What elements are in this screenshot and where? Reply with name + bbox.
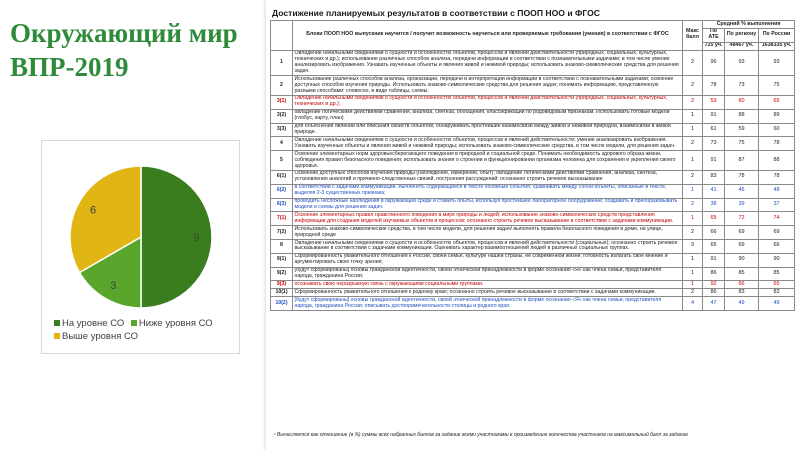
row-region-percent: 46	[725, 184, 759, 198]
row-code: 3(2)	[271, 109, 293, 123]
row-max-score: 2	[683, 95, 703, 109]
legend-label: Выше уровня СО	[62, 331, 139, 342]
row-max-score: 2	[683, 137, 703, 151]
row-russia-percent: 78	[759, 170, 795, 184]
table-row	[271, 151, 795, 171]
row-ate-percent: 91	[703, 253, 725, 267]
row-code: 10(2)	[271, 297, 293, 311]
row-description: Использовать знаково-символические средства, в том числе модели, для решения задач/ выполнять правила безопасного поведения в доме, на улице, природной среде	[293, 226, 683, 240]
table-row	[271, 95, 795, 109]
row-region-percent: 87	[725, 151, 759, 171]
row-ate-percent: 91	[703, 151, 725, 171]
table-row	[271, 123, 795, 137]
row-description: Сформированность уважительного отношения к родному краю; осознанно строить речевое высказывание в соответствии с задачами коммуникации.	[293, 289, 683, 297]
row-code: 3(3)	[271, 123, 293, 137]
count-russia: 1638335 уч.	[759, 42, 795, 50]
row-max-score: 1	[683, 212, 703, 226]
row-description: [будут сформированы] основы гражданской идентичности, своей этнической принадлежности в форме осознания «Я» как члена семьи, представителя народа, гражданина России; описывать достопримечательности столицы и родного края.	[293, 297, 683, 311]
row-ate-percent: 65	[703, 212, 725, 226]
pie-chart	[41, 140, 240, 354]
table-row	[271, 170, 795, 184]
row-code: 6(3)	[271, 198, 293, 212]
row-max-score: 1	[683, 123, 703, 137]
footnote: ¹ Вычисляется как отношение (в %) суммы всех набранных баллов за задание всеми участниками к произведению количества участников на максимальный балл за задание	[274, 432, 689, 438]
row-ate-percent: 53	[703, 95, 725, 109]
row-russia-percent: 85	[759, 267, 795, 281]
legend-label: На уровне СО	[62, 318, 125, 329]
table-row	[271, 240, 795, 254]
row-description: Освоение доступных способов изучения природы (наблюдение, измерение, опыт); овладение логическими действиями сравнения, анализа, синтеза, установления аналогий и причинно-следственных связей, построения рассуждений; осознанно строить речевое высказывание	[293, 170, 683, 184]
table-body	[271, 50, 795, 310]
row-region-percent: 90	[725, 253, 759, 267]
row-region-percent: 49	[725, 297, 759, 311]
row-ate-percent: 65	[703, 240, 725, 254]
header-ate: По АТЕ	[703, 28, 725, 42]
row-russia-percent: 48	[759, 184, 795, 198]
row-region-percent: 69	[725, 240, 759, 254]
row-russia-percent: 74	[759, 212, 795, 226]
legend-label: Ниже уровня СО	[138, 318, 213, 329]
slide-title: Окружающий мир	[10, 18, 238, 48]
document-title: Достижение планируемых результатов в соответствии с ПООП НОО и ФГОС	[272, 8, 601, 18]
slide-subtitle: ВПР-2019	[10, 52, 129, 82]
row-ate-percent: 38	[703, 198, 725, 212]
row-region-percent: 39	[725, 198, 759, 212]
header-max-score: Макс балл	[683, 21, 703, 51]
row-russia-percent: 75	[759, 76, 795, 96]
pie-chart-svg	[42, 141, 241, 316]
row-max-score: 2	[683, 198, 703, 212]
row-max-score: 2	[683, 226, 703, 240]
row-code: 9(1)	[271, 253, 293, 267]
row-description: Овладение начальными сведениями о сущности и особенностях объектов, процессов и явлений действительности (социальных); осознанно строить речевое высказывание в соответствии с задачами коммуникации. Оценивать характер взаимоотношений людей в различных социальных группах.	[293, 240, 683, 254]
row-code: 4	[271, 137, 293, 151]
row-description: Овладение начальными сведениями о сущности и особенностях объектов, процессов и явлений действительности (природных, социальных, культурных, технических и др.); использование различных способов анализа, передачи информации в соответствии с познавательными задачами; в том числе умение анализировать изображения. Узнавать изученные объекты и явления живой и неживой природы; использовать знаково-символические средства для решения задач.	[293, 50, 683, 76]
table-row	[271, 198, 795, 212]
pie-slice-on-level	[141, 166, 212, 308]
row-ate-percent: 73	[703, 137, 725, 151]
results-document	[266, 0, 800, 450]
row-code: 3(1)	[271, 95, 293, 109]
row-max-score: 2	[683, 76, 703, 96]
legend-swatch	[54, 333, 60, 339]
row-description: [будут сформированы] основы гражданской идентичности, своей этнической принадлежности в форме осознания «Я» как члена семьи, представителя народа, гражданина России;	[293, 267, 683, 281]
header-average: Средний % выполнения	[703, 21, 795, 29]
table-row	[271, 281, 795, 289]
row-description: в соответствии с задачами коммуникации. Вычленять содержащиеся в тексте основные события; сравнивать между собой объекты, описанные в тексте, выделяя 2-3 существенных признака;	[293, 184, 683, 198]
table-row	[271, 109, 795, 123]
row-description: Сформированность уважительного отношения к России, своей семье, культуре нашей страны, ее современной жизни; готовность излагать свое мнение и аргументировать свою точку зрения;	[293, 253, 683, 267]
row-code: 6(2)	[271, 184, 293, 198]
row-ate-percent: 41	[703, 184, 725, 198]
row-description: Овладение начальными сведениями о сущности и особенностях объектов, процессов и явлений действительности; умение анализировать изображения. Узнавать изученные объекты и явления живой и неживой природы; использовать знаково-символические средства, в том числе модели, для решения задач.	[293, 137, 683, 151]
table-row	[271, 267, 795, 281]
row-max-score: 1	[683, 151, 703, 171]
row-region-percent: 59	[725, 123, 759, 137]
header-russia: По России	[759, 28, 795, 42]
legend-swatch	[131, 320, 137, 326]
row-russia-percent: 78	[759, 137, 795, 151]
row-russia-percent: 93	[759, 50, 795, 76]
row-ate-percent: 86	[703, 267, 725, 281]
row-region-percent: 69	[725, 226, 759, 240]
row-max-score: 3	[683, 240, 703, 254]
row-max-score: 1	[683, 184, 703, 198]
row-region-percent: 78	[725, 170, 759, 184]
row-russia-percent: 49	[759, 297, 795, 311]
row-ate-percent: 47	[703, 297, 725, 311]
row-code: 1	[271, 50, 293, 76]
row-ate-percent: 83	[703, 170, 725, 184]
pie-data-label: 6	[89, 204, 97, 217]
row-max-score: 1	[683, 281, 703, 289]
table-row	[271, 137, 795, 151]
header-code	[271, 21, 293, 51]
row-russia-percent: 60	[759, 123, 795, 137]
row-russia-percent: 88	[759, 151, 795, 171]
count-region: 48467 уч.	[725, 42, 759, 50]
row-description: осознавать свою неразрывную связь с окружающими социальными группами.	[293, 281, 683, 289]
row-russia-percent: 66	[759, 240, 795, 254]
row-max-score: 2	[683, 289, 703, 297]
row-ate-percent: 78	[703, 76, 725, 96]
row-max-score: 2	[683, 170, 703, 184]
row-region-percent: 93	[725, 50, 759, 76]
row-region-percent: 66	[725, 281, 759, 289]
row-code: 2	[271, 76, 293, 96]
legend-item-below-level	[131, 317, 213, 330]
row-russia-percent: 65	[759, 281, 795, 289]
row-description: Освоение элементарных правил нравственного поведения в мире природы и людей; использование знаково-символических средств представления информации для создания моделей изучаемых объектов и процессов; осознанно строить речевое высказывание в соответствии с задачами коммуникации.	[293, 212, 683, 226]
row-code: 9(3)	[271, 281, 293, 289]
chart-legend	[54, 317, 234, 343]
header-region: По региону	[725, 28, 759, 42]
row-code: 9(2)	[271, 267, 293, 281]
row-description: овладение логическими действиями сравнения, анализа, синтеза, обобщения, классификации по родовидовым признакам. Использовать готовые модели (глобус, карту, план)	[293, 109, 683, 123]
row-max-score: 2	[683, 50, 703, 76]
row-description: Освоение элементарных норм здоровьесберегающего поведения в природной и социальной среде. Понимать необходимость здорового образа жизни, соблюдения правил безопасного поведения; использовать знания о строении и функционировании организма человека для сохранения и укрепления своего здоровья.	[293, 151, 683, 171]
table-row	[271, 297, 795, 311]
row-russia-percent: 37	[759, 198, 795, 212]
legend-swatch	[54, 320, 60, 326]
pie-data-label: 3	[110, 279, 117, 292]
row-code: 5	[271, 151, 293, 171]
row-region-percent: 88	[725, 109, 759, 123]
table-header-row	[271, 21, 795, 29]
table-row	[271, 50, 795, 76]
table-row	[271, 76, 795, 96]
row-description: Овладение начальными сведениями о сущности и особенностях объектов, процессов и явлений действительности (природных, социальных, культурных, технических и др.);	[293, 95, 683, 109]
row-code: 10(1)	[271, 289, 293, 297]
table-row	[271, 253, 795, 267]
row-description: проводить несложные наблюдения в окружающей среде и ставить опыты, используя простейшее лабораторное оборудование; создавать и преобразовывать модели и схемы для решения задач.	[293, 198, 683, 212]
row-max-score: 4	[683, 297, 703, 311]
row-code: 8	[271, 240, 293, 254]
row-russia-percent: 90	[759, 253, 795, 267]
row-ate-percent: 86	[703, 289, 725, 297]
row-ate-percent: 92	[703, 281, 725, 289]
row-region-percent: 83	[725, 289, 759, 297]
table-row	[271, 212, 795, 226]
row-ate-percent: 91	[703, 109, 725, 123]
row-max-score: 1	[683, 109, 703, 123]
header-blocks: Блоки ПООП НОО выпускник научится / получит возможность научиться или проверяемые требования (умения) в соответствии с ФГОС	[293, 21, 683, 51]
row-russia-percent: 89	[759, 109, 795, 123]
legend-item-on-level	[54, 317, 124, 330]
count-ate: 725 уч.	[703, 42, 725, 50]
row-russia-percent: 83	[759, 289, 795, 297]
table-row	[271, 289, 795, 297]
results-table	[270, 20, 795, 311]
row-ate-percent: 96	[703, 50, 725, 76]
row-max-score: 1	[683, 253, 703, 267]
row-code: 7(2)	[271, 226, 293, 240]
row-code: 6(1)	[271, 170, 293, 184]
table-row	[271, 184, 795, 198]
row-code: 7(1)	[271, 212, 293, 226]
row-region-percent: 72	[725, 212, 759, 226]
row-description: для объяснения явлений или описания свойств объектов; обнаруживать простейшие взаимосвязи между живой и неживой природой, взаимосвязи в живой природе.	[293, 123, 683, 137]
row-description: Использование различных способов анализа, организации, передачи и интерпретации информации в соответствии с познавательными задачами; освоение доступных способов изучения природы. Использовать знаково-символические средства для решения задач; понимать информацию, представленную разными способами: словесно, в виде таблицы, схемы.	[293, 76, 683, 96]
row-russia-percent: 65	[759, 95, 795, 109]
row-region-percent: 60	[725, 95, 759, 109]
row-region-percent: 73	[725, 76, 759, 96]
table-row	[271, 226, 795, 240]
row-region-percent: 75	[725, 137, 759, 151]
pie-data-label: 9	[193, 232, 200, 244]
legend-item-above-level	[54, 330, 138, 343]
row-region-percent: 85	[725, 267, 759, 281]
row-russia-percent: 69	[759, 226, 795, 240]
row-ate-percent: 66	[703, 226, 725, 240]
row-ate-percent: 61	[703, 123, 725, 137]
row-max-score: 1	[683, 267, 703, 281]
